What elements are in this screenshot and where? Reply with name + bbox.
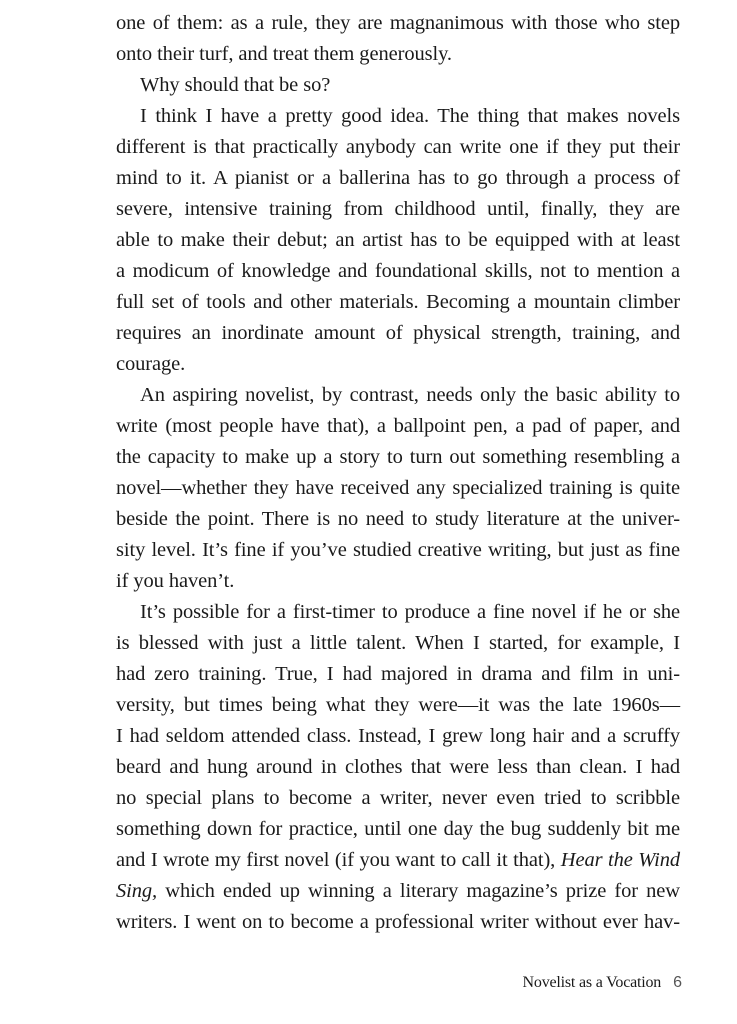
text-line: writers. I went on to become a professional writer without ever hav- (116, 911, 680, 933)
text-line: mind to it. A pianist or a ballerina has to go through a process of (116, 167, 680, 189)
text-line: full set of tools and other materials. Becoming a mountain climber (116, 291, 680, 313)
text-line: onto their turf, and treat them generously. (116, 43, 452, 65)
text-line: one of them: as a rule, they are magnanimous with those who step (116, 12, 680, 34)
text-line: if you haven’t. (116, 570, 235, 592)
text-line: versity, but times being what they were—it was the late 1960s— (116, 694, 680, 716)
text-line: had zero training. True, I had majored in drama and film in uni- (116, 663, 680, 685)
text-line: An aspiring novelist, by contrast, needs only the basic ability to (140, 384, 680, 406)
text-line: different is that practically anybody can write one if they put their (116, 136, 680, 158)
text-line: write (most people have that), a ballpoint pen, a pad of paper, and (116, 415, 680, 437)
text-line: requires an inordinate amount of physical strength, training, and (116, 322, 680, 344)
running-title: Novelist as a Vocation (522, 974, 662, 991)
text-line: sity level. It’s fine if you’ve studied creative writing, but just as fine (116, 539, 680, 561)
text-line: able to make their debut; an artist has to be equipped with at least (116, 229, 680, 251)
text-line: severe, intensive training from childhood until, finally, they are (116, 198, 680, 220)
text-line: beside the point. There is no need to study literature at the univer- (116, 508, 680, 530)
text-line: novel—whether they have received any specialized training is quite (116, 477, 680, 499)
text-line: no special plans to become a writer, never even tried to scribble (116, 787, 680, 809)
text-line: beard and hung around in clothes that were less than clean. I had (116, 756, 680, 778)
text-line-with-title (116, 845, 680, 876)
text-line: something down for practice, until one day the bug suddenly bit me (116, 818, 680, 840)
text-segment: and I wrote my first novel (if you want to call it that), (116, 849, 556, 871)
text-line: I think I have a pretty good idea. The thing that makes novels (140, 105, 680, 127)
text-line: courage. (116, 353, 186, 375)
book-title-italic: Sing, (116, 880, 158, 902)
page-footer (420, 974, 682, 998)
text-line-with-title (116, 876, 680, 907)
text-line: is blessed with just a little talent. When I started, for example, I (116, 632, 680, 654)
text-line: the capacity to make up a story to turn out something resembling a (116, 446, 680, 468)
book-title-italic: Hear the Wind (560, 849, 680, 871)
text-line: a modicum of knowledge and foundational skills, not to mention a (116, 260, 680, 282)
text-line: Why should that be so? (140, 74, 331, 96)
page-number: 6 (673, 974, 682, 991)
text-segment: which ended up winning a literary magazine’s prize for new (165, 880, 680, 902)
text-line: I had seldom attended class. Instead, I grew long hair and a scruffy (116, 725, 680, 747)
text-line: It’s possible for a first-timer to produce a fine novel if he or she (140, 601, 680, 623)
